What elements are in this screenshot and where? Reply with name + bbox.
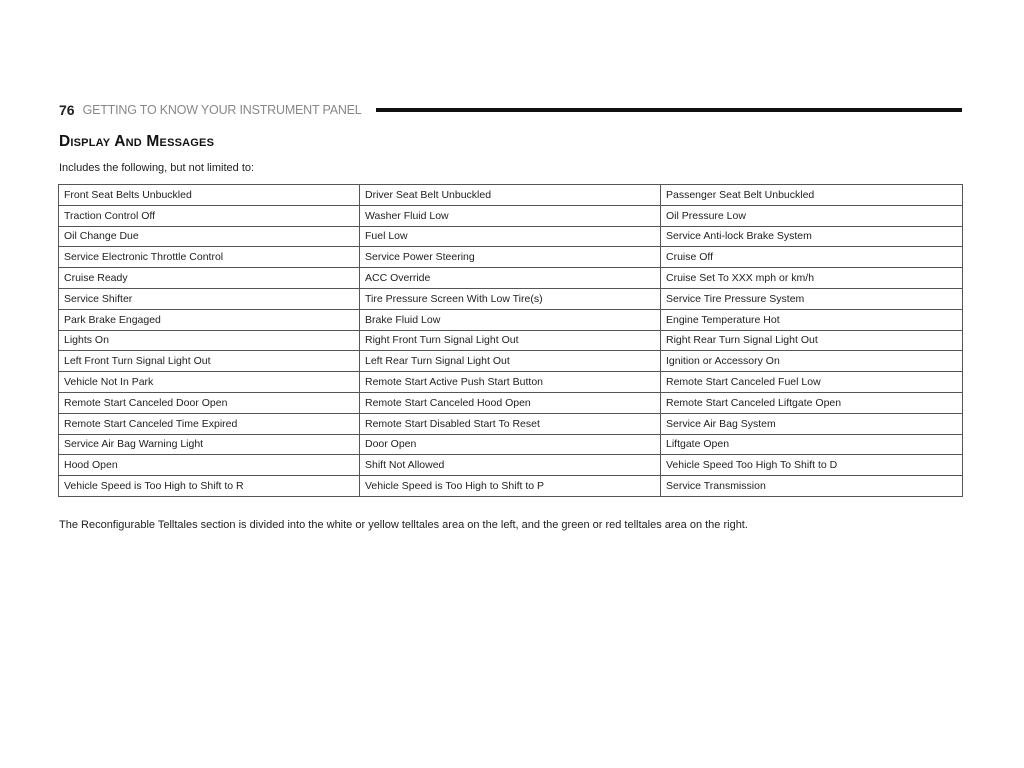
table-cell: Service Transmission (661, 476, 963, 497)
table-cell: Cruise Set To XXX mph or km/h (661, 268, 963, 289)
page-heading: Display And Messages (59, 133, 215, 150)
intro-text: Includes the following, but not limited to: (59, 162, 255, 174)
table-row (59, 309, 963, 330)
table-row (59, 351, 963, 372)
table-row (59, 413, 963, 434)
table-cell: Remote Start Active Push Start Button (360, 372, 661, 393)
table-cell: Tire Pressure Screen With Low Tire(s) (360, 288, 661, 309)
table-cell: Remote Start Canceled Hood Open (360, 392, 661, 413)
table-cell: Cruise Off (661, 247, 963, 268)
table-row (59, 476, 963, 497)
table-row (59, 392, 963, 413)
table-cell: Oil Pressure Low (661, 205, 963, 226)
table-cell: Service Power Steering (360, 247, 661, 268)
table-cell: Traction Control Off (59, 205, 360, 226)
table-cell: Brake Fluid Low (360, 309, 661, 330)
table-cell: Service Air Bag Warning Light (59, 434, 360, 455)
table-cell: Service Anti-lock Brake System (661, 226, 963, 247)
table-cell: Ignition or Accessory On (661, 351, 963, 372)
table-cell: Right Front Turn Signal Light Out (360, 330, 661, 351)
table-row (59, 330, 963, 351)
table-cell: Cruise Ready (59, 268, 360, 289)
table-cell: Shift Not Allowed (360, 455, 661, 476)
table-cell: ACC Override (360, 268, 661, 289)
table-cell: Right Rear Turn Signal Light Out (661, 330, 963, 351)
table-cell: Engine Temperature Hot (661, 309, 963, 330)
messages-table-body (59, 185, 963, 497)
footnote-text: The Reconfigurable Telltales section is divided into the white or yellow telltales area on the left, and the green or red telltales area on the right. (59, 519, 748, 531)
table-cell: Service Tire Pressure System (661, 288, 963, 309)
table-cell: Washer Fluid Low (360, 205, 661, 226)
table-cell: Vehicle Not In Park (59, 372, 360, 393)
table-cell: Door Open (360, 434, 661, 455)
table-row (59, 185, 963, 206)
table-row (59, 205, 963, 226)
table-cell: Lights On (59, 330, 360, 351)
table-cell: Park Brake Engaged (59, 309, 360, 330)
table-cell: Remote Start Canceled Liftgate Open (661, 392, 963, 413)
table-row (59, 372, 963, 393)
table-cell: Driver Seat Belt Unbuckled (360, 185, 661, 206)
table-row (59, 455, 963, 476)
table-cell: Service Air Bag System (661, 413, 963, 434)
table-cell: Remote Start Disabled Start To Reset (360, 413, 661, 434)
page-number: 76 (59, 102, 75, 118)
table-row (59, 268, 963, 289)
table-cell: Service Electronic Throttle Control (59, 247, 360, 268)
page-header (59, 100, 962, 120)
table-cell: Front Seat Belts Unbuckled (59, 185, 360, 206)
table-cell: Fuel Low (360, 226, 661, 247)
table-row (59, 247, 963, 268)
table-row (59, 288, 963, 309)
table-cell: Vehicle Speed Too High To Shift to D (661, 455, 963, 476)
header-rule (376, 108, 962, 112)
table-cell: Left Rear Turn Signal Light Out (360, 351, 661, 372)
section-title: GETTING TO KNOW YOUR INSTRUMENT PANEL (82, 103, 362, 117)
table-cell: Passenger Seat Belt Unbuckled (661, 185, 963, 206)
table-cell: Hood Open (59, 455, 360, 476)
table-cell: Oil Change Due (59, 226, 360, 247)
messages-table (58, 184, 963, 497)
table-row (59, 226, 963, 247)
table-cell: Remote Start Canceled Time Expired (59, 413, 360, 434)
table-cell: Vehicle Speed is Too High to Shift to P (360, 476, 661, 497)
table-row (59, 434, 963, 455)
table-cell: Remote Start Canceled Fuel Low (661, 372, 963, 393)
table-cell: Service Shifter (59, 288, 360, 309)
table-cell: Vehicle Speed is Too High to Shift to R (59, 476, 360, 497)
table-cell: Left Front Turn Signal Light Out (59, 351, 360, 372)
table-cell: Remote Start Canceled Door Open (59, 392, 360, 413)
table-cell: Liftgate Open (661, 434, 963, 455)
